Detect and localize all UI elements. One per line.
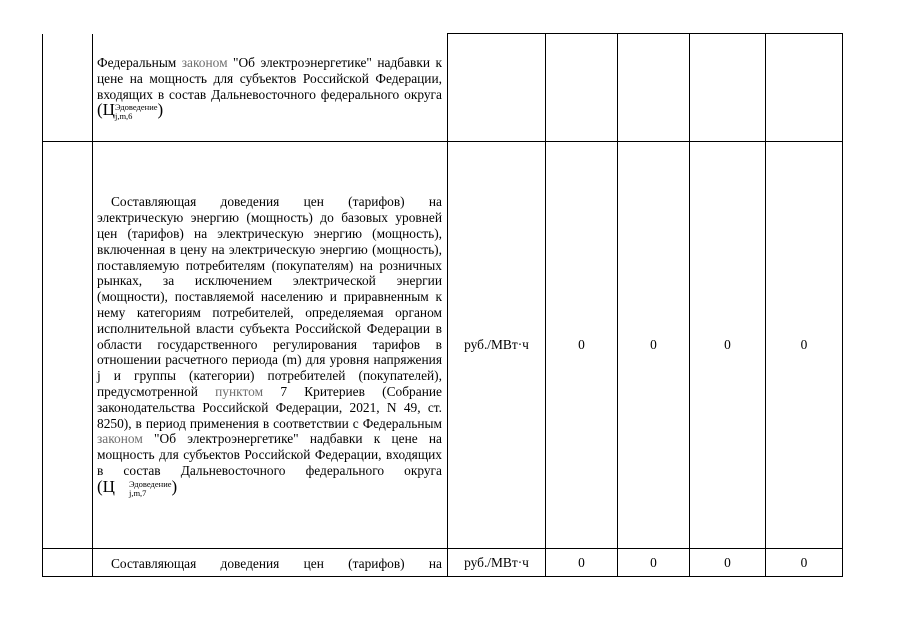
- value-cell: [766, 34, 843, 142]
- clause-link[interactable]: пунктом: [215, 383, 264, 399]
- value-cell: 0: [690, 549, 766, 577]
- tariff-table: [42, 33, 843, 577]
- table-row: [43, 34, 843, 142]
- description-cell: [93, 549, 448, 577]
- row-description: [97, 194, 442, 497]
- text-fragment: "Об электроэнергетике" надбавки к цене на мощность для субъектов Российской Федерации, входящих в состав Дальневосточного федерального округа: [97, 55, 442, 102]
- value-cell: [618, 34, 690, 142]
- value-cell: 0: [766, 142, 843, 549]
- row-description: [97, 55, 442, 121]
- formula-indices: [115, 103, 158, 121]
- formula: [97, 100, 164, 122]
- table-row: [43, 549, 843, 577]
- formula-subscript: j,m,6: [114, 111, 133, 122]
- description-cell: [93, 142, 448, 549]
- unit-cell: [448, 34, 546, 142]
- row-index-cell: [43, 34, 93, 142]
- value-cell: 0: [766, 549, 843, 577]
- value-cell: 0: [546, 549, 618, 577]
- text-fragment: 7 Критериев (Собрание законодательства Российской Федерации, 2021, N 49, ст. 8250), в период применения в соответствии с Федеральным: [97, 383, 442, 431]
- value-cell: 0: [546, 142, 618, 549]
- formula-symbol: Ц: [102, 476, 115, 496]
- formula-indices: [115, 480, 172, 498]
- formula-open: (: [97, 100, 103, 120]
- row-index-cell: [43, 549, 93, 577]
- row-description: [97, 556, 442, 572]
- formula-symbol: Ц: [102, 100, 115, 120]
- unit-cell: руб./МВт·ч: [448, 549, 546, 577]
- description-cell: [93, 34, 448, 142]
- value-cell: 0: [618, 549, 690, 577]
- table-row: [43, 142, 843, 549]
- formula-superscript: Эдоведение: [114, 102, 158, 113]
- formula-superscript: Эдоведение: [128, 478, 172, 489]
- value-cell: 0: [690, 142, 766, 549]
- text-fragment: Федеральным: [97, 55, 182, 71]
- law-link[interactable]: законом: [181, 55, 228, 71]
- value-cell: [690, 34, 766, 142]
- law-link[interactable]: законом: [97, 431, 143, 447]
- unit-cell: руб./МВт·ч: [448, 142, 546, 549]
- row-index-cell: [43, 142, 93, 549]
- formula-open: (: [97, 476, 103, 496]
- formula-subscript: j,m,7: [128, 487, 147, 498]
- value-cell: 0: [618, 142, 690, 549]
- text-fragment: "Об электроэнергетике" надбавки к цене на мощность для субъектов Российской Федерации, входящих в состав Дальневосточного федерального округа: [97, 431, 442, 478]
- formula: [97, 476, 178, 498]
- text-fragment: Составляющая доведения цен (тарифов) на: [111, 555, 442, 571]
- value-cell: [546, 34, 618, 142]
- text-fragment: Составляющая доведения цен (тарифов) на электрическую энергию (мощность) до базовых уровней цен (тарифов) на электрическую энергию (мощность), включенная в цену на электрическую энергию (мощность), поставляемую потребителям (покупателям) на розничных рынках, за исключением электрической энергии (мощности), поставляемой населению и приравненным к нему категориям потребителей, определяемая органом исполнительной власти субъекта Российской Федерации в области государственного регулирования тарифов в отношении расчетного периода (m) для уровня напряжения j и группы (категории) потребителей (покупателей), предусмотренной: [97, 194, 442, 399]
- formula-close: ): [171, 476, 178, 496]
- formula-close: ): [157, 100, 164, 120]
